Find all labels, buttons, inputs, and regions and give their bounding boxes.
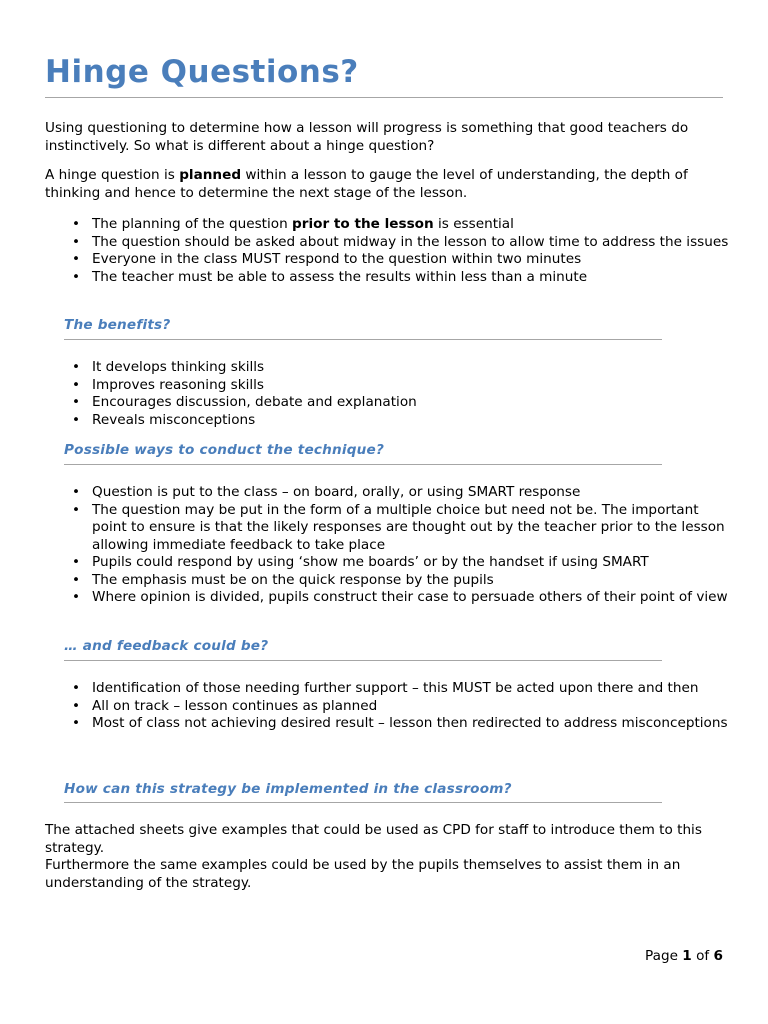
list-item: • Most of class not achieving desired result – lesson then redirected to address misconceptions (45, 715, 735, 733)
title-divider (45, 97, 723, 98)
list-item: • The teacher must be able to assess the results within less than a minute (45, 269, 735, 287)
list-item: • Reveals misconceptions (45, 412, 735, 430)
ways-heading: Possible ways to conduct the technique? (64, 442, 385, 458)
benefits-heading: The benefits? (64, 317, 171, 333)
page-label: Page (645, 948, 678, 964)
document-title: Hinge Questions? (45, 54, 359, 90)
intro-paragraph-1: Using questioning to determine how a lesson will progress is something that good teachers do instinctively. So what is different about a hinge question? (45, 120, 689, 154)
list-item: • It develops thinking skills (45, 359, 735, 377)
list-item: • The emphasis must be on the quick response by the pupils (45, 572, 735, 590)
page-number (645, 948, 723, 964)
ways-list (45, 484, 735, 607)
current-page: 1 (682, 948, 692, 964)
benefits-list (45, 359, 735, 429)
planning-item-1-start: The planning of the question (92, 216, 293, 232)
implement-paragraph-2: Furthermore the same examples could be used by the pupils themselves to assist them in an understanding of the strategy. (45, 857, 681, 891)
list-item: • Everyone in the class MUST respond to the question within two minutes (45, 251, 735, 269)
of-label: of (696, 948, 710, 964)
intro-p2-bold: planned (179, 167, 242, 183)
feedback-divider (64, 660, 662, 661)
list-item: • Identification of those needing further support – this MUST be acted upon there and then (45, 680, 735, 698)
implement-paragraph-1: The attached sheets give examples that could be used as CPD for staff to introduce them to this strategy. (45, 822, 702, 856)
list-item (45, 216, 735, 234)
total-pages: 6 (713, 948, 723, 964)
implement-divider (64, 802, 662, 803)
feedback-list (45, 680, 735, 733)
intro-p2-end: within a lesson to gauge the level of understanding, the depth of thinking and hence to determine the next stage of the lesson. (45, 167, 688, 201)
planning-item-1-bold: prior to the lesson (292, 216, 434, 232)
list-item: • Where opinion is divided, pupils construct their case to persuade others of their point of view (45, 589, 735, 607)
list-item: • The question may be put in the form of a multiple choice but need not be. The important point to ensure is that the likely responses are thought out by the teacher prior to the lesson allowing immediate feedback to take place (45, 502, 735, 555)
ways-divider (64, 464, 662, 465)
benefits-divider (64, 339, 662, 340)
implement-heading: How can this strategy be implemented in the classroom? (64, 781, 512, 797)
list-item: • Improves reasoning skills (45, 377, 735, 395)
planning-item-1-end: is essential (433, 216, 514, 232)
list-item: • The question should be asked about midway in the lesson to allow time to address the issues (45, 234, 735, 252)
intro-p2-start: A hinge question is (45, 167, 180, 183)
list-item: • Pupils could respond by using ‘show me boards’ or by the handset if using SMART (45, 554, 735, 572)
feedback-heading: … and feedback could be? (64, 638, 269, 654)
planning-list (45, 216, 735, 286)
intro-paragraph-2 (45, 167, 735, 202)
list-item: • All on track – lesson continues as planned (45, 698, 735, 716)
list-item: • Question is put to the class – on board, orally, or using SMART response (45, 484, 735, 502)
list-item: • Encourages discussion, debate and explanation (45, 394, 735, 412)
